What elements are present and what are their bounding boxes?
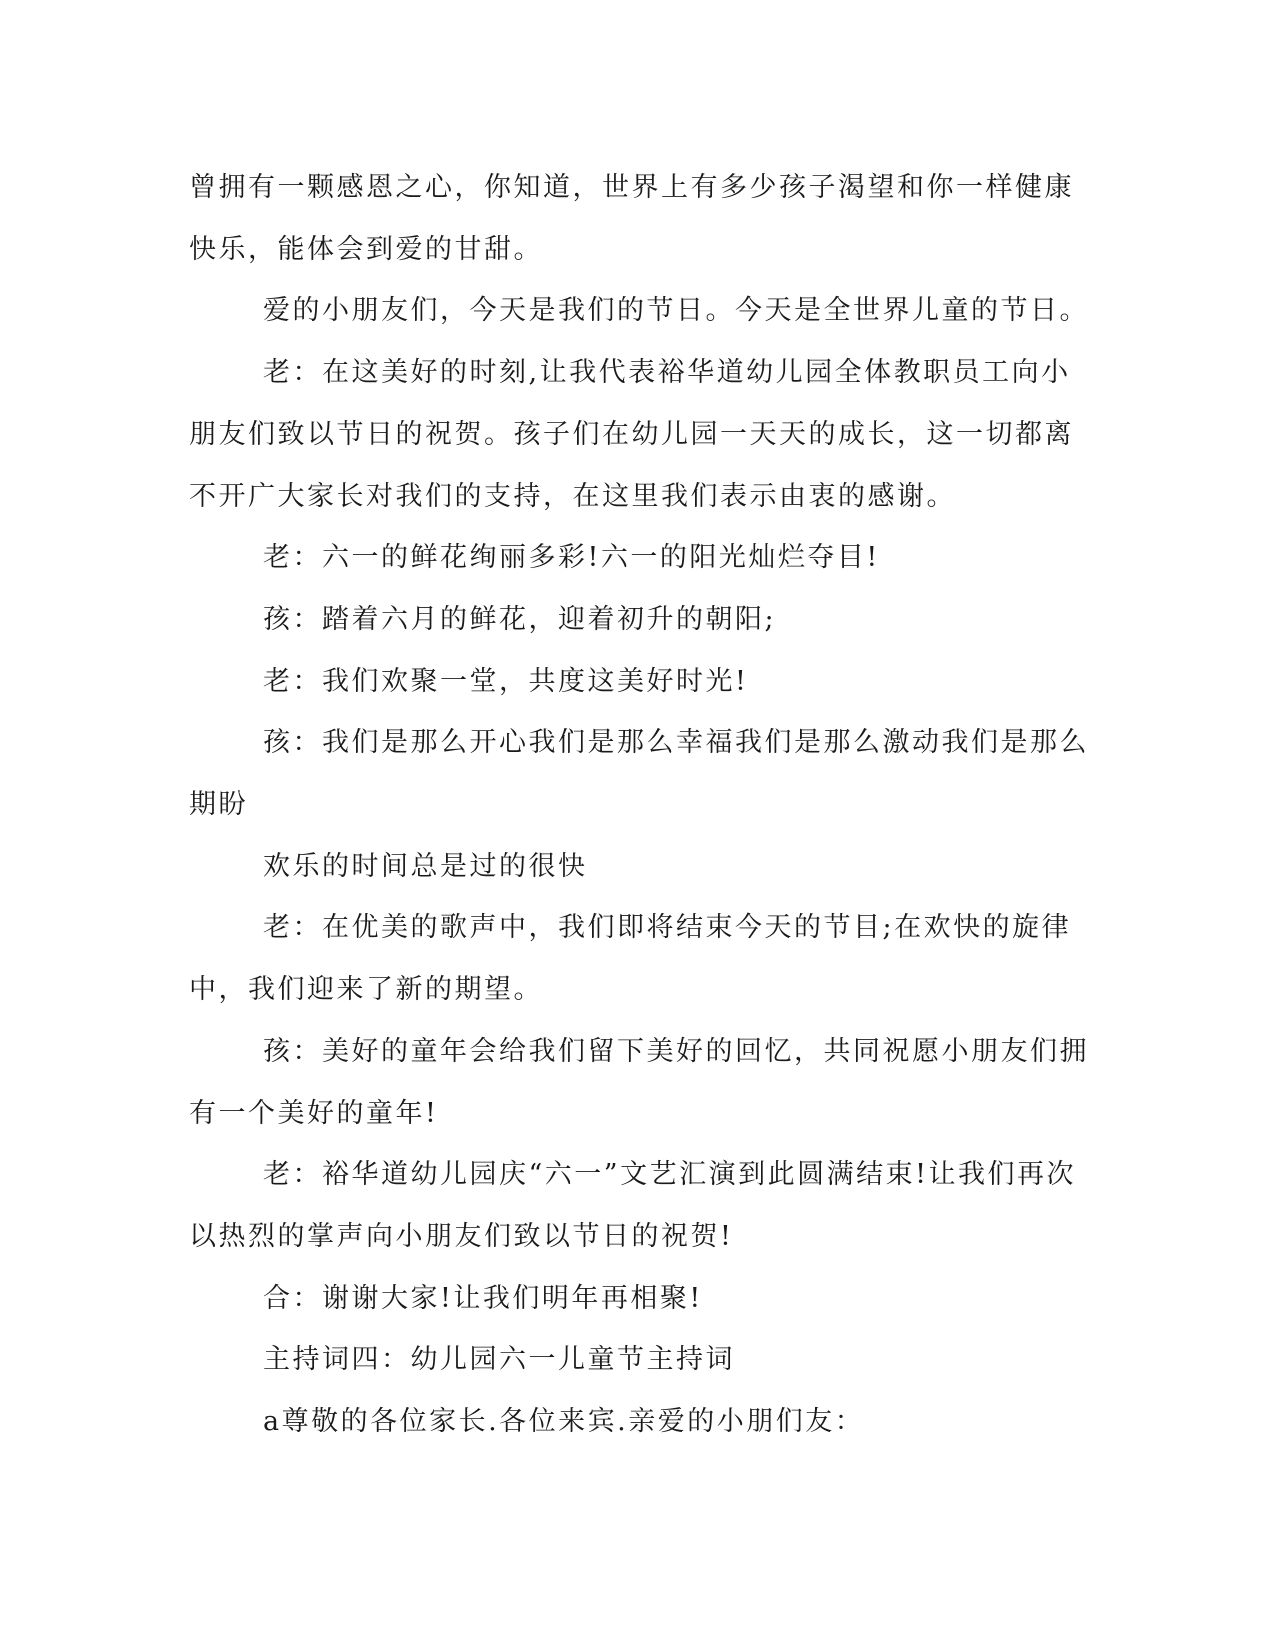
paragraph-3: 老：在这美好的时刻,让我代表裕华道幼儿园全体教职员工向小朋友们致以节日的祝贺。孩子们在幼儿园一天天的成长，这一切都离不开广大家长对我们的支持，在这里我们表示由衷的感谢。: [189, 357, 1074, 512]
paragraph-1: 曾拥有一颗感恩之心，你知道，世界上有多少孩子渴望和你一样健康快乐，能体会到爱的甘甜。: [189, 172, 1074, 265]
paragraph-10: 孩：美好的童年会给我们留下美好的回忆，共同祝愿小朋友们拥有一个美好的童年!: [189, 1035, 1089, 1129]
paragraph-4: 老：六一的鲜花绚丽多彩!六一的阳光灿烂夺目!: [263, 542, 880, 574]
paragraph-12: 合：谢谢大家!让我们明年再相聚!: [263, 1282, 703, 1314]
paragraph-5: 孩：踏着六月的鲜花，迎着初升的朝阳;: [263, 603, 777, 635]
paragraph-2: 爱的小朋友们，今天是我们的节日。今天是全世界儿童的节日。: [263, 295, 1089, 327]
paragraph-8: 欢乐的时间总是过的很快: [263, 850, 588, 882]
paragraph-13: 主持词四：幼儿园六一儿童节主持词: [263, 1344, 735, 1376]
paragraph-11: 老：裕华道幼儿园庆“六一”文艺汇演到此圆满结束!让我们再次以热烈的掌声向小朋友们致以节日的祝贺!: [189, 1159, 1076, 1252]
paragraph-7: 孩：我们是那么开心我们是那么幸福我们是那么激动我们是那么期盼: [189, 727, 1089, 821]
paragraph-14: a尊敬的各位家长.各位来宾.亲爱的小朋们友：: [263, 1406, 865, 1438]
paragraph-9: 老：在优美的歌声中，我们即将结束今天的节目;在欢快的旋律中，我们迎来了新的期望。: [189, 912, 1072, 1006]
document-body: [189, 157, 1089, 1453]
paragraph-6: 老：我们欢聚一堂，共度这美好时光!: [263, 665, 749, 697]
